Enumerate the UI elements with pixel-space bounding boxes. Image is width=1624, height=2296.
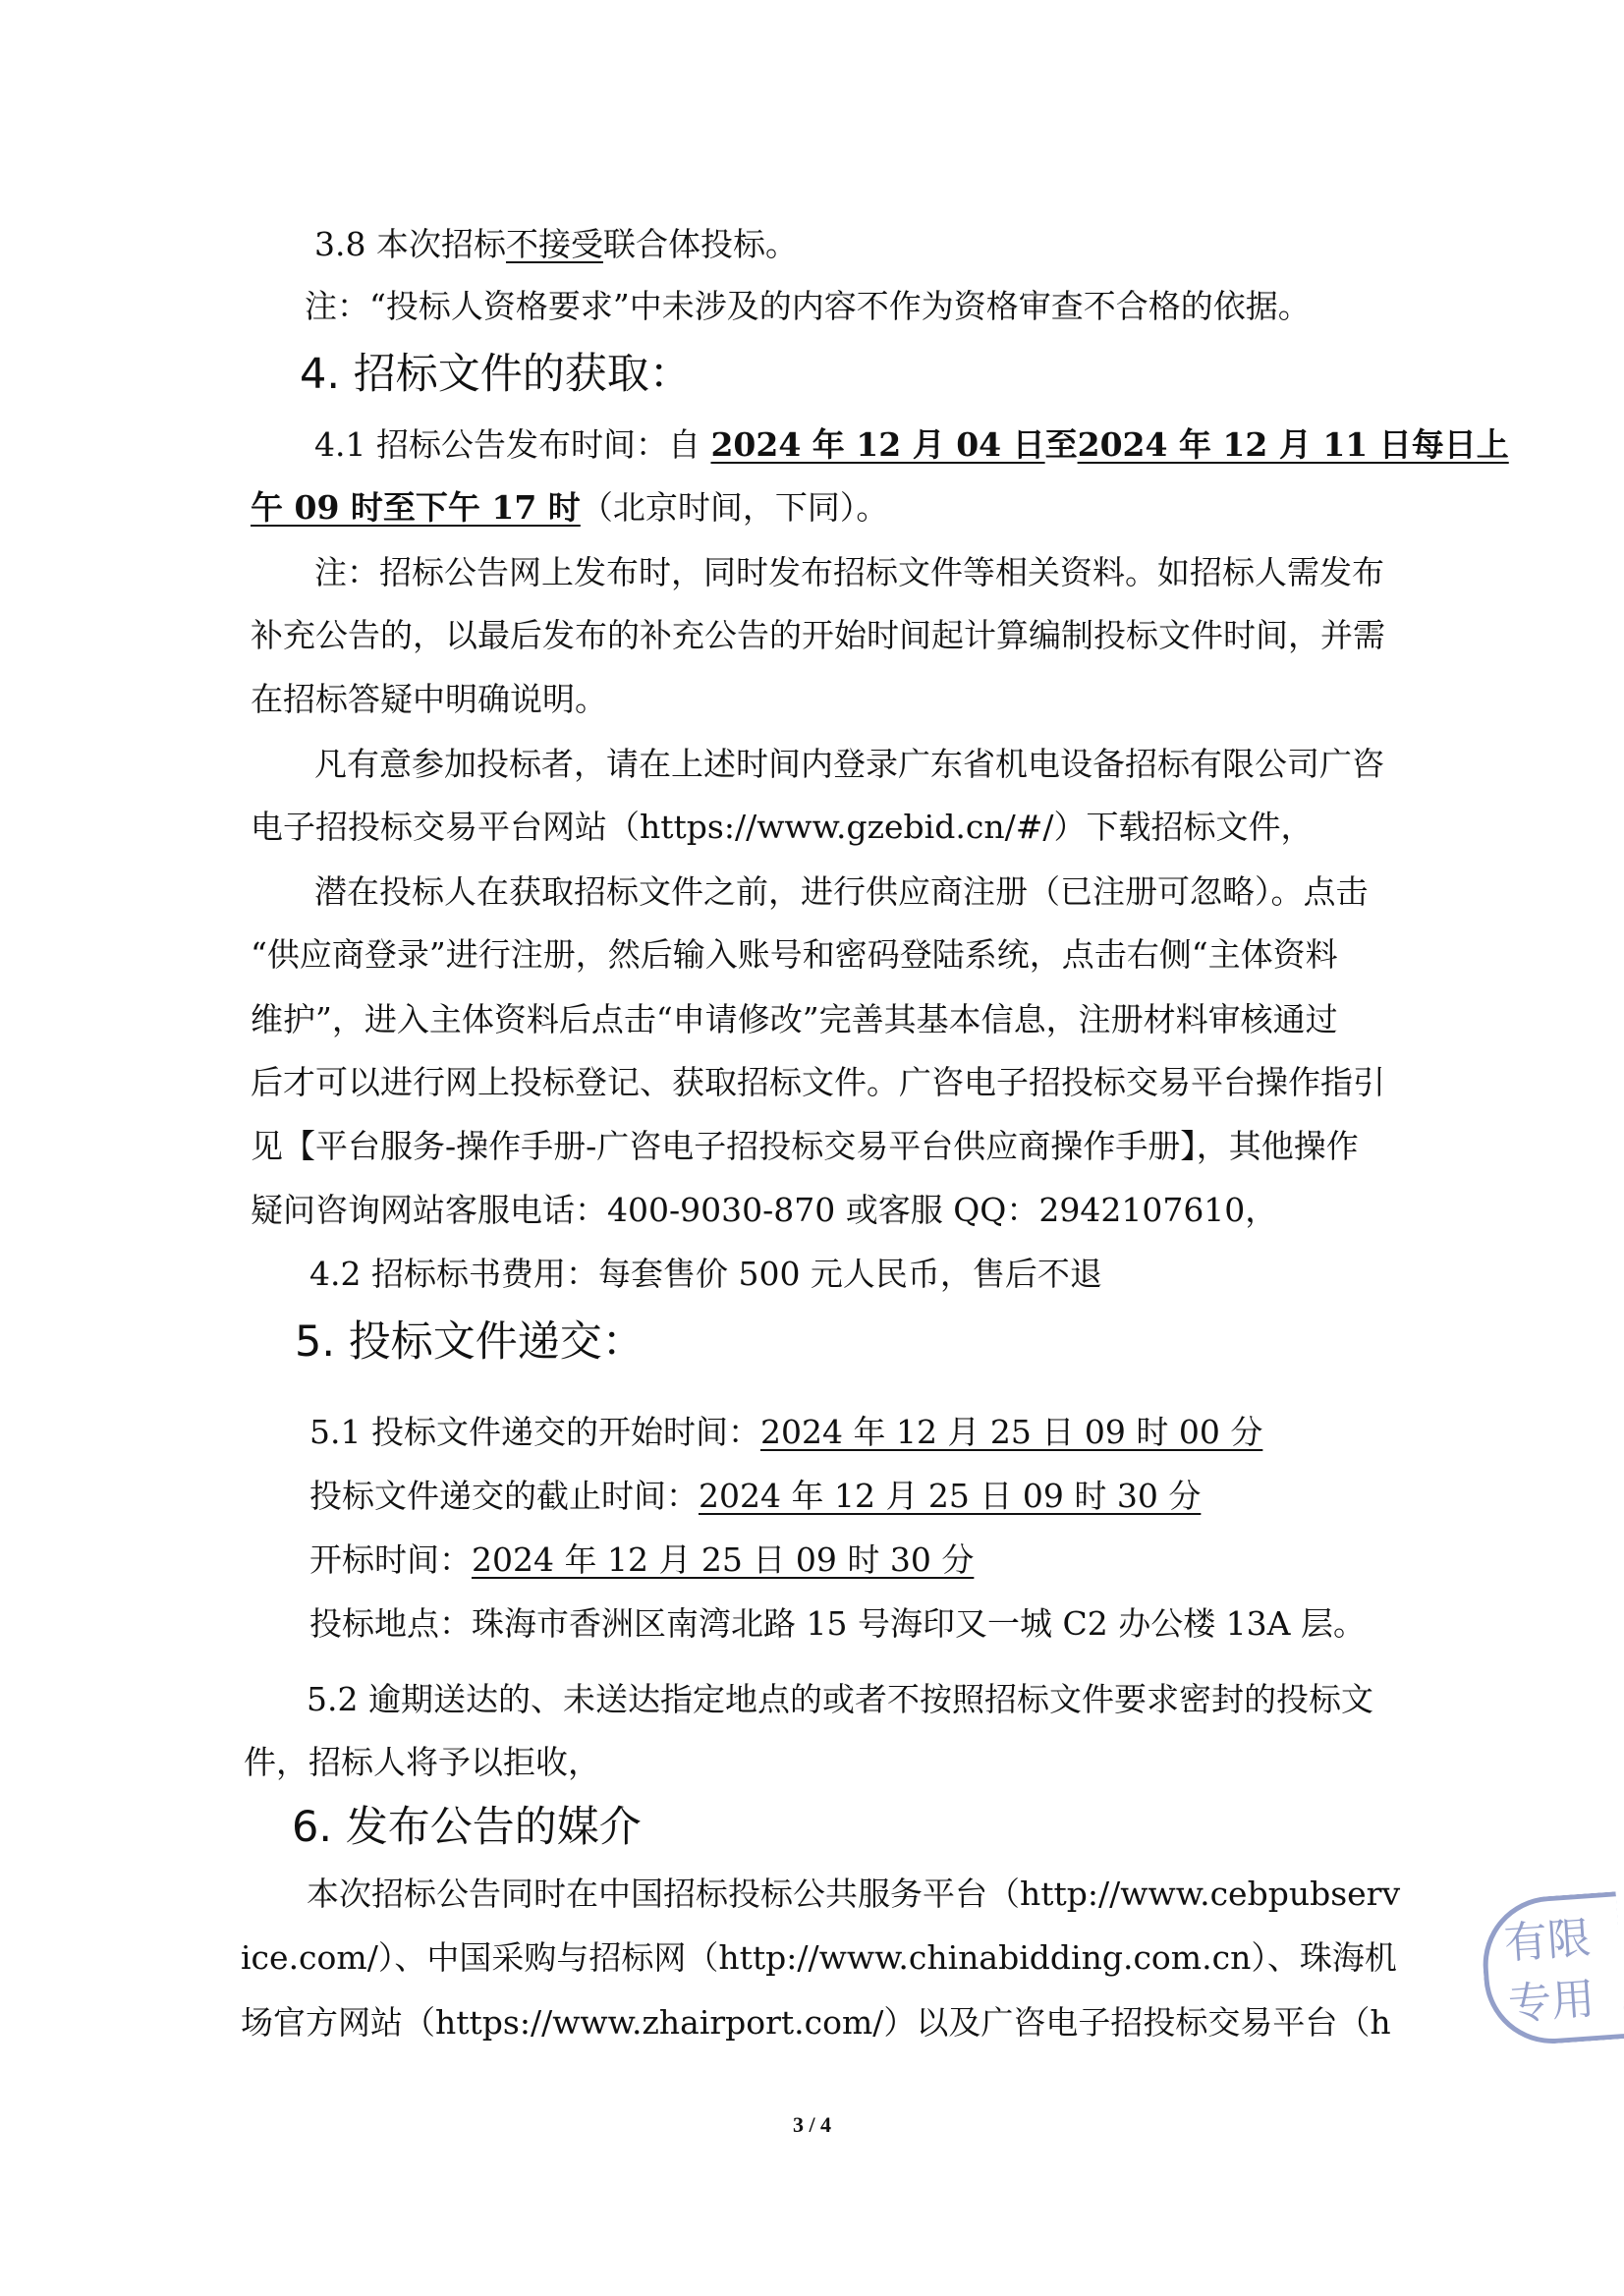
- heading-4: 4. 招标文件的获取：: [300, 350, 692, 399]
- note2-line3: 在招标答疑中明确说明。: [251, 680, 607, 718]
- s41-end-date: 2024 年 12 月 11 日每日上: [1077, 425, 1509, 464]
- s41-hours: 午 09 时至下午 17 时: [251, 488, 581, 527]
- stamp-line1: 有限: [1502, 1913, 1593, 1970]
- deadline-value: 2024 年 12 月 25 日 09 时 30 分: [699, 1477, 1202, 1515]
- p2-line5: 见【平台服务-操作手册-广咨电子招投标交易平台供应商操作手册】，其他操作: [251, 1127, 1359, 1165]
- section-5-1-end: [309, 1477, 1201, 1516]
- p6-line2: ice.com/）、中国采购与招标网（http://www.chinabidding.com.cn）、珠海机: [241, 1938, 1397, 1977]
- section-4-2: 4.2 招标标书费用：每套售价 500 元人民币，售后不退: [309, 1255, 1102, 1293]
- opening-time-label: 开标时间：: [309, 1540, 472, 1579]
- p1-line2: 电子招投标交易平台网站（https://www.gzebid.cn/#/）下载招标文件，: [251, 808, 1314, 846]
- section-5-2-line1: 5.2 逾期送达的、未送达指定地点的或者不按照招标文件要求密封的投标文: [307, 1680, 1373, 1718]
- p2-line1: 潜在投标人在获取招标文件之前，进行供应商注册（已注册可忽略）。点击: [314, 872, 1369, 911]
- p6-line3: 场官方网站（https://www.zhairport.com/）以及广咨电子招投标交易平台（h: [241, 2003, 1391, 2042]
- start-time-value: 2024 年 12 月 25 日 09 时 00 分: [759, 1413, 1263, 1451]
- page-number: 3 / 4: [792, 2112, 832, 2137]
- deadline-label: 投标文件递交的截止时间：: [309, 1477, 699, 1515]
- section-5-1-place: 投标地点：珠海市香洲区南湾北路 15 号海印又一城 C2 办公楼 13A 层。: [309, 1604, 1366, 1643]
- stamp-line2: 专用: [1506, 1974, 1596, 2031]
- p2-line6: 疑问咨询网站客服电话：400-9030-870 或客服 QQ：2942107610，: [251, 1191, 1278, 1229]
- s38-text-a: 3.8 本次招标: [314, 225, 506, 263]
- s38-text-c: 联合体投标。: [602, 225, 798, 263]
- s41-to: 至: [1044, 425, 1078, 464]
- section-5-1-open: [309, 1540, 974, 1580]
- section-5-1-start: [309, 1413, 1262, 1452]
- section-5-2-line2: 件，招标人将予以拒收，: [244, 1743, 600, 1781]
- s41-start-date: 2024 年 12 月 04 日: [710, 425, 1045, 464]
- heading-5: 5. 投标文件递交：: [295, 1317, 644, 1367]
- s41-text-a: 4.1 招标公告发布时间：自: [314, 425, 711, 464]
- heading-6: 6. 发布公告的媒介: [292, 1803, 642, 1852]
- note2-line2: 补充公告的，以最后发布的补充公告的开始时间起计算编制投标文件时间，并需: [251, 616, 1385, 654]
- opening-time-value: 2024 年 12 月 25 日 09 时 30 分: [472, 1540, 975, 1579]
- section-4-1-line1: [314, 425, 1509, 465]
- s41-beijing-time: （北京时间，下同）。: [580, 488, 889, 527]
- p2-line2: “供应商登录”进行注册，然后输入账号和密码登陆系统，点击右侧“主体资料: [251, 935, 1338, 974]
- p1-line1: 凡有意参加投标者，请在上述时间内登录广东省机电设备招标有限公司广咨: [314, 745, 1384, 783]
- seal-stamp: [1479, 1891, 1624, 2047]
- p6-line1: 本次招标公告同时在中国招标投标公共服务平台（http://www.cebpubserv: [307, 1875, 1401, 1913]
- note2-line1: 注：招标公告网上发布时，同时发布招标文件等相关资料。如招标人需发布: [314, 553, 1384, 591]
- s38-not-accepted: 不接受: [505, 225, 603, 263]
- section-3-8: [314, 225, 798, 264]
- note-qualification: 注：“投标人资格要求”中未涉及的内容不作为资格审查不合格的依据。: [305, 287, 1311, 325]
- p2-line3: 维护”，进入主体资料后点击“申请修改”完善其基本信息，注册材料审核通过: [251, 1000, 1338, 1038]
- section-4-1-line2: [251, 488, 888, 528]
- p2-line4: 后才可以进行网上投标登记、获取招标文件。广咨电子招投标交易平台操作指引: [251, 1063, 1385, 1101]
- start-time-label: 5.1 投标文件递交的开始时间：: [309, 1413, 760, 1451]
